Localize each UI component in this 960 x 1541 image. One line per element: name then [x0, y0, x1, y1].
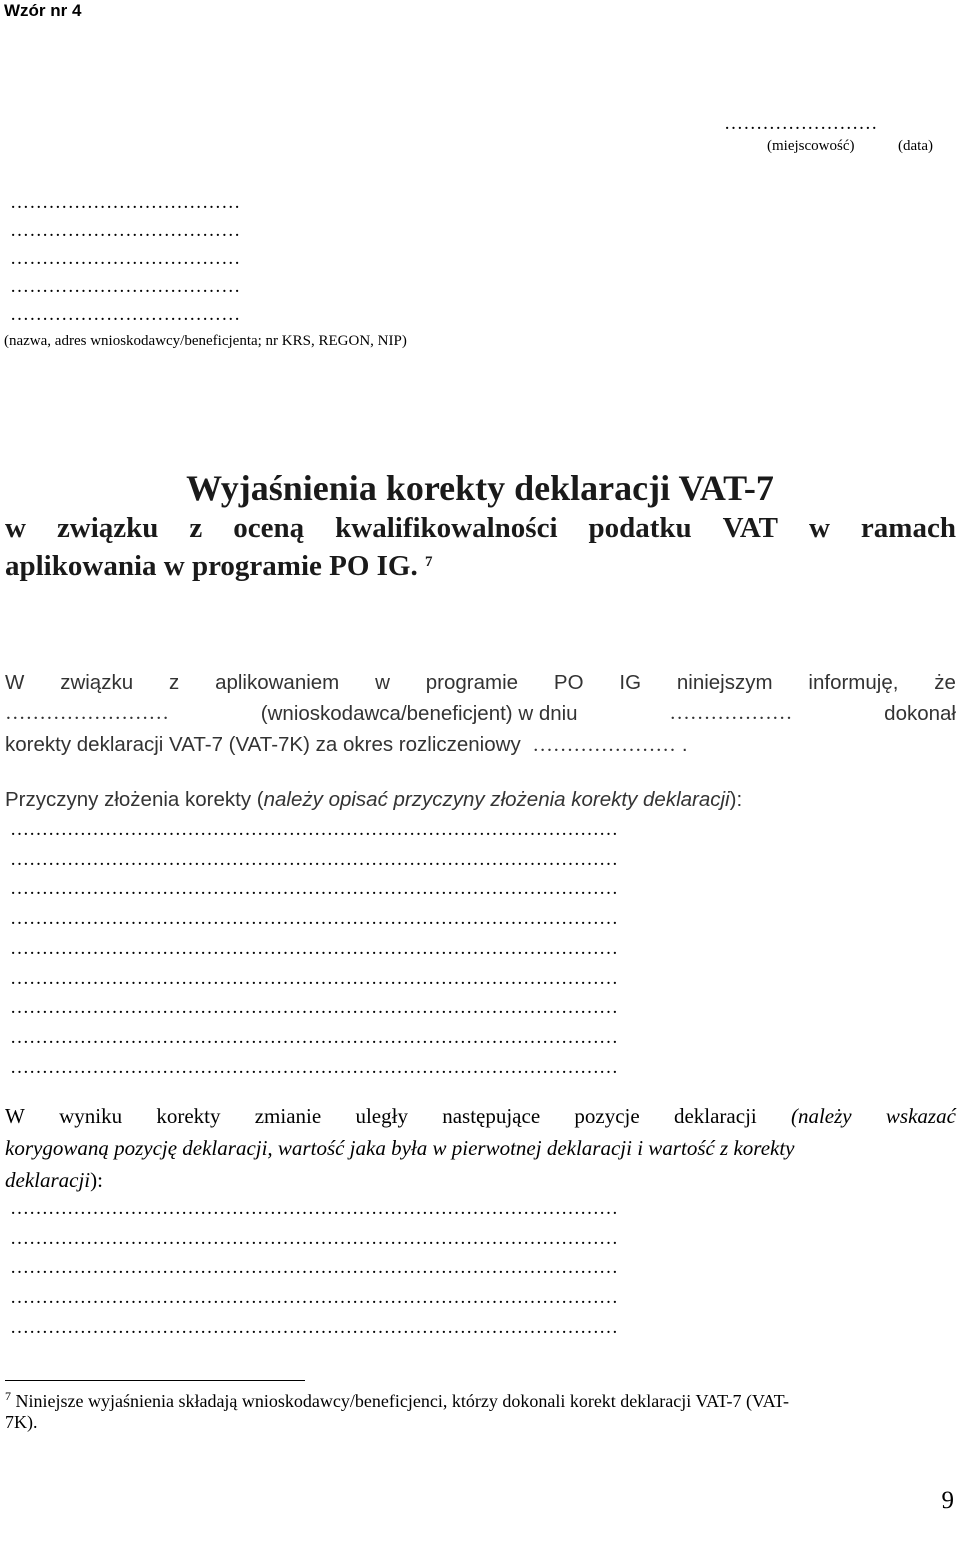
- footnote-separator: [5, 1380, 305, 1381]
- correction-date-field: ………………: [669, 702, 793, 724]
- word: z: [189, 512, 203, 544]
- change-line: ……………………………………………………………………………………: [10, 1257, 618, 1279]
- word: korekty: [156, 1104, 221, 1128]
- reason-line: ……………………………………………………………………………………: [10, 819, 618, 840]
- changes-line-1: [5, 1104, 956, 1136]
- intro-line-3: korekty deklaracji VAT-7 (VAT-7K) za okres rozliczeniowy ………………… .: [5, 733, 688, 756]
- applicant-line: ………………………………: [10, 220, 241, 241]
- word: ramach: [860, 512, 956, 544]
- applicant-line: ………………………………: [10, 248, 241, 269]
- changes-field: [10, 1194, 618, 1343]
- word: z: [168, 671, 180, 694]
- word: aplikowaniem: [215, 671, 340, 694]
- word: związku: [60, 671, 134, 694]
- page-number: 9: [941, 1487, 954, 1514]
- document-title: Wyjaśnienia korekty deklaracji VAT-7: [186, 468, 774, 508]
- word: że: [934, 671, 956, 694]
- settlement-period-field: …………………: [532, 734, 676, 756]
- word: niniejszym: [676, 671, 773, 694]
- word: uległy: [355, 1104, 408, 1128]
- word: w: [808, 512, 830, 544]
- date-caption: (data): [898, 138, 933, 154]
- reasons-label: Przyczyny złożenia korekty (należy opisać przyczyny złożenia korekty deklaracji):: [5, 788, 743, 811]
- date-place-field: ……………………: [724, 113, 878, 134]
- footnote-text: $^7$ Niniejsze wyjaśnienia składają wnioskodawcy/beneficjenci, którzy dokonali korekt deklaracji VAT-7 (VAT- 7K).: [5, 1389, 789, 1432]
- footnote-reference: 7: [425, 554, 433, 570]
- word: pozycje: [574, 1104, 640, 1128]
- applicant-caption: (nazwa, adres wnioskodawcy/beneficjenta; nr KRS, REGON, NIP): [4, 333, 407, 349]
- word: PO: [553, 671, 584, 694]
- reason-line: ……………………………………………………………………………………: [10, 967, 618, 989]
- reason-line: ……………………………………………………………………………………: [10, 1026, 618, 1048]
- intro-line-2: …………………… (wnioskodawca/beneficjent) w dniu ……………… dokonał: [5, 702, 956, 733]
- subtitle-line-1: [5, 509, 956, 547]
- applicant-line: ………………………………: [10, 304, 241, 325]
- document-subtitle: [5, 509, 956, 585]
- change-line: ……………………………………………………………………………………: [10, 1227, 618, 1249]
- changes-line-3: deklaracji):: [5, 1168, 103, 1192]
- form-number-label: Wzór nr 4: [4, 1, 82, 20]
- word: wskazać: [885, 1104, 956, 1128]
- reason-line: ……………………………………………………………………………………: [10, 937, 618, 959]
- word: wyniku: [59, 1104, 123, 1128]
- word: związku: [56, 512, 159, 544]
- change-line: ……………………………………………………………………………………: [10, 1287, 618, 1309]
- applicant-name-field: ……………………: [5, 702, 169, 724]
- intro-paragraph: [5, 671, 956, 764]
- applicant-line: ………………………………: [10, 276, 241, 297]
- word: kwalifikowalności: [335, 512, 558, 544]
- word: IG: [619, 671, 642, 694]
- change-line: ……………………………………………………………………………………: [10, 1316, 618, 1338]
- word: (należy: [790, 1104, 852, 1128]
- word: W: [5, 1104, 25, 1128]
- place-caption: (miejscowość): [767, 138, 855, 154]
- reason-line: ……………………………………………………………………………………: [10, 1056, 618, 1078]
- word: zmianie: [254, 1104, 322, 1128]
- change-line: ……………………………………………………………………………………: [10, 1198, 618, 1219]
- reason-line: ……………………………………………………………………………………: [10, 878, 618, 900]
- word: VAT: [722, 512, 778, 544]
- word: oceną: [233, 512, 305, 544]
- changes-line-2: korygowaną pozycję deklaracji, wartość jaka była w pierwotnej deklaracji i wartość z korekty: [5, 1136, 795, 1160]
- reasons-field: [10, 815, 618, 1082]
- reason-line: ……………………………………………………………………………………: [10, 848, 618, 870]
- changes-paragraph: [5, 1104, 956, 1200]
- footnote-number: 7: [5, 1389, 11, 1403]
- word: deklaracji: [673, 1104, 757, 1128]
- word: programie: [425, 671, 519, 694]
- subtitle-line-2: aplikowania w programie PO IG. $^7$: [5, 550, 433, 582]
- word: W: [5, 671, 25, 694]
- word: w: [5, 512, 26, 544]
- word: w: [375, 671, 390, 694]
- word: informuję,: [808, 671, 899, 694]
- reason-line: ……………………………………………………………………………………: [10, 997, 618, 1019]
- word: podatku: [588, 512, 692, 544]
- intro-line-1: [5, 671, 956, 702]
- applicant-line: ………………………………: [10, 192, 241, 213]
- word: następujące: [442, 1104, 541, 1128]
- reason-line: ……………………………………………………………………………………: [10, 908, 618, 930]
